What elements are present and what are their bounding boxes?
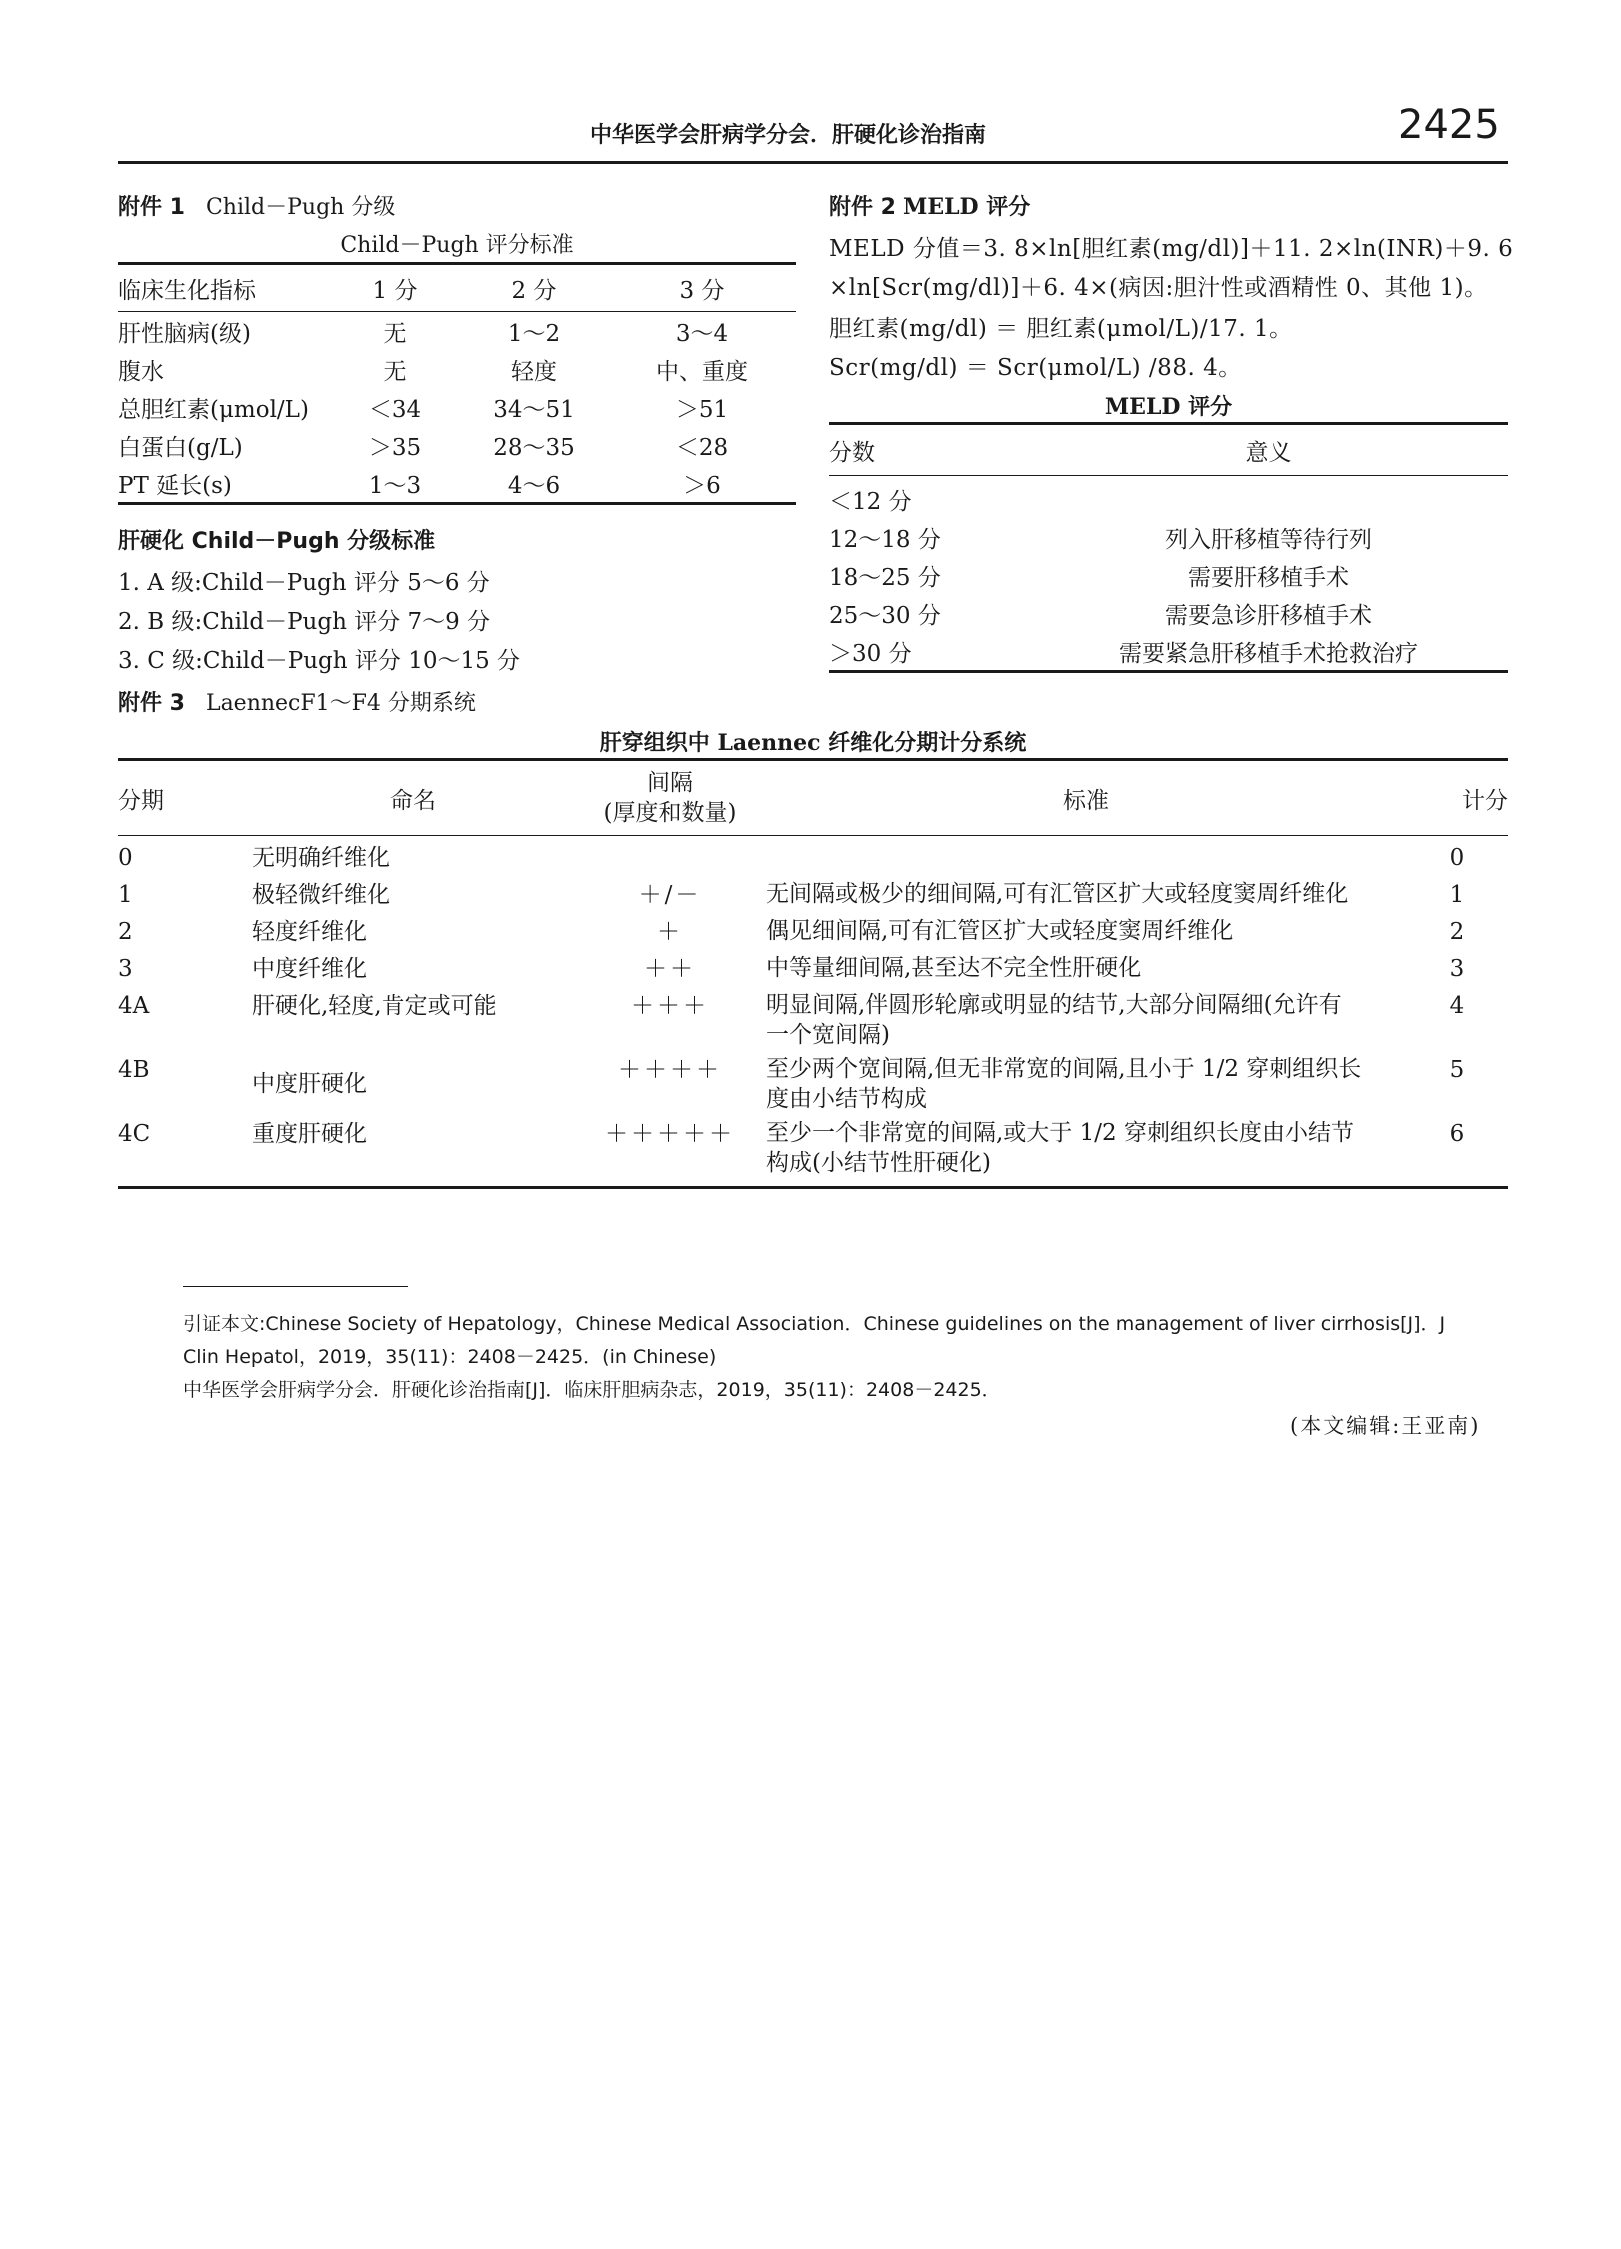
header-rule (118, 161, 1508, 164)
table-row (118, 836, 1508, 880)
table-row (829, 556, 1508, 594)
column-header (574, 760, 766, 836)
septa-cell (574, 836, 766, 880)
column-header: 标准 (1063, 787, 1109, 814)
column-header: 分数 (829, 439, 875, 466)
table-cell: 腹水 (118, 358, 164, 385)
name-cell: 重度肝硬化 (252, 1121, 367, 1147)
column-header: 分期 (118, 787, 164, 814)
column-header: 3 分 (679, 277, 725, 304)
name-cell: 中度纤维化 (252, 956, 367, 982)
table-cell: 25～30 分 (829, 602, 941, 629)
name-cell: 肝硬化,轻度,肯定或可能 (252, 993, 497, 1019)
column-header: 临床生化指标 (118, 277, 256, 304)
criteria-line: 中等量细间隔,甚至达不完全性肝硬化 (766, 955, 1142, 981)
table-cell: 列入肝移植等待行列 (1165, 526, 1372, 553)
criteria-line: 至少一个非常宽的间隔,或大于 1/2 穿刺组织长度由小结节 (766, 1120, 1354, 1146)
table-cell: 34～51 (493, 396, 575, 423)
table-cell: 12～18 分 (829, 526, 941, 553)
table-row (118, 464, 796, 504)
grading-title: 肝硬化 Child－Pugh 分级标准 (118, 529, 436, 554)
criteria-cell (766, 1054, 1406, 1118)
stage-cell: 3 (118, 956, 133, 982)
table-cell: 总胆红素(μmol/L) (118, 396, 309, 423)
childpugh-table (118, 262, 796, 505)
page-number: 2425 (1398, 102, 1500, 148)
table-cell (1029, 476, 1508, 519)
table-row (118, 916, 1508, 953)
table-row (118, 953, 1508, 990)
table-row (118, 1118, 1508, 1188)
table-cell: 轻度 (511, 358, 557, 385)
table-cell: 需要肝移植手术 (1188, 564, 1349, 591)
table-row (829, 594, 1508, 632)
table-cell: ＞30 分 (829, 640, 912, 667)
grade-item: 3. C 级:Child－Pugh 评分 10～15 分 (118, 648, 521, 674)
table-row (118, 879, 1508, 916)
name-cell: 极轻微纤维化 (252, 882, 390, 908)
table-cell: ＜28 (675, 434, 729, 461)
criteria-line: 至少两个宽间隔,但无非常宽的间隔,且小于 1/2 穿刺组织长 (766, 1056, 1362, 1082)
table-cell: ＜12 分 (829, 488, 912, 515)
table-row (118, 990, 1508, 1054)
table-cell: 4～6 (507, 472, 561, 499)
table-row (118, 388, 796, 426)
criteria-line: 构成(小结节性肝硬化) (766, 1150, 991, 1176)
score-cell: 4 (1449, 993, 1465, 1019)
stage-cell: 2 (118, 919, 133, 945)
meld-table-caption: MELD 评分 (1104, 394, 1233, 420)
attachment2-label: 附件 2 (829, 195, 896, 220)
criteria-line: 无间隔或极少的细间隔,可有汇管区扩大或轻度窦周纤维化 (766, 881, 1349, 907)
grade-item: 2. B 级:Child－Pugh 评分 7～9 分 (118, 609, 491, 635)
meld-formula-line: ×ln[Scr(mg/dl)]＋6. 4×(病因:胆汁性或酒精性 0、其他 1)。 (829, 275, 1488, 301)
name-cell: 中度肝硬化 (252, 1070, 367, 1097)
laennec-table (118, 758, 1508, 1189)
criteria-cell (766, 836, 1406, 880)
table-cell: 无 (383, 320, 407, 347)
attachment2-title: MELD 评分 (902, 194, 1031, 220)
meld-formula-line: Scr(mg/dl) ＝ Scr(μmol/L) /88. 4。 (829, 355, 1242, 381)
table-cell: 肝性脑病(级) (118, 320, 251, 347)
attachment1-title: Child－Pugh 分级 (205, 195, 396, 220)
table-cell: ＞51 (675, 396, 729, 423)
attachment1-heading (118, 190, 395, 221)
criteria-cell (766, 990, 1406, 1054)
laennec-table-caption: 肝穿组织中 Laennec 纤维化分期计分系统 (599, 730, 1027, 756)
attachment3-title: LaennecF1～F4 分期系统 (205, 691, 476, 716)
table-row (829, 632, 1508, 672)
table-cell: 28～35 (493, 434, 575, 461)
septa-cell: ＋ (657, 919, 683, 945)
table-cell: 18～25 分 (829, 564, 941, 591)
septa-cell: ＋＋＋＋ (618, 1057, 722, 1083)
criteria-cell (766, 879, 1406, 916)
table-cell: 1～2 (507, 320, 561, 347)
column-header: 计分 (1462, 787, 1508, 814)
table-header-row (118, 760, 1508, 836)
attachment1-label: 附件 1 (118, 195, 185, 220)
attachment2-heading (829, 190, 1030, 221)
score-cell: 0 (1449, 845, 1465, 871)
column-header-line: 间隔 (647, 770, 693, 796)
table-cell: PT 延长(s) (118, 472, 232, 499)
criteria-cell (766, 953, 1406, 990)
score-cell: 6 (1449, 1121, 1465, 1147)
citation-english-line: 引证本文:Chinese Society of Hepatology，Chinese Medical Association．Chinese guidelines on the management of liver cirrhosis[J]．J (183, 1313, 1446, 1335)
stage-cell: 4A (118, 993, 150, 1019)
attachment3-label: 附件 3 (118, 691, 185, 716)
criteria-cell (766, 1118, 1406, 1188)
grade-item: 1. A 级:Child－Pugh 评分 5～6 分 (118, 570, 490, 596)
septa-cell: ＋＋＋ (631, 993, 709, 1019)
table-row (118, 350, 796, 388)
stage-cell: 0 (118, 845, 133, 871)
table-cell: 中、重度 (656, 358, 748, 385)
septa-cell: ＋＋＋＋＋ (605, 1121, 735, 1147)
table-row (118, 312, 796, 351)
score-cell: 5 (1449, 1057, 1465, 1083)
criteria-line: 一个宽间隔) (766, 1022, 890, 1048)
table-row (118, 426, 796, 464)
stage-cell: 4C (118, 1121, 151, 1147)
meld-formula-line: MELD 分值＝3. 8×ln[胆红素(mg/dl)]＋11. 2×ln(INR)＋9. 6 (829, 236, 1514, 262)
name-cell: 无明确纤维化 (252, 845, 390, 871)
citation-english-line: Clin Hepatol，2019，35(11)：2408－2425．(in Chinese) (183, 1346, 717, 1368)
table-header-row (829, 424, 1508, 476)
table-row (118, 1054, 1508, 1118)
table-cell: 需要急诊肝移植手术 (1165, 602, 1372, 629)
table-cell: 3～4 (675, 320, 729, 347)
footnote-rule (183, 1286, 408, 1287)
table-cell: 需要紧急肝移植手术抢救治疗 (1119, 640, 1418, 667)
criteria-cell (766, 916, 1406, 953)
score-cell: 3 (1449, 956, 1465, 982)
table-header-row (118, 264, 796, 312)
column-header: 命名 (390, 787, 436, 814)
table-cell: ＜34 (368, 396, 422, 423)
table-row (829, 518, 1508, 556)
meld-table (829, 422, 1508, 673)
name-cell: 轻度纤维化 (252, 919, 367, 945)
citation-chinese: 中华医学会肝病学分会．肝硬化诊治指南[J]．临床肝胆病杂志，2019，35(11)：2408－2425． (183, 1379, 1001, 1401)
column-header: 意义 (1245, 439, 1292, 466)
meld-formula-line: 胆红素(mg/dl) ＝ 胆红素(μmol/L)/17. 1。 (829, 316, 1293, 342)
criteria-line: 偶见细间隔,可有汇管区扩大或轻度窦周纤维化 (766, 918, 1234, 944)
running-title: 中华医学会肝病学分会．肝硬化诊治指南 (590, 123, 987, 148)
table-row (829, 476, 1508, 519)
stage-cell: 1 (118, 882, 133, 908)
criteria-line: 明显间隔,伴圆形轮廓或明显的结节,大部分间隔细(允许有 (766, 992, 1342, 1018)
score-cell: 2 (1449, 919, 1465, 945)
editor-credit: (本文编辑:王亚南) (1290, 1414, 1481, 1438)
table-cell: ＞6 (683, 472, 721, 499)
score-cell: 1 (1449, 882, 1465, 908)
septa-cell: ＋/－ (638, 882, 702, 908)
criteria-line: 度由小结节构成 (766, 1086, 927, 1112)
table-cell: 无 (383, 358, 407, 385)
childpugh-table-caption: Child－Pugh 评分标准 (340, 233, 574, 258)
table-cell: ＞35 (368, 434, 422, 461)
table-cell: 白蛋白(g/L) (118, 434, 243, 461)
table-cell: 1～3 (368, 472, 422, 499)
attachment3-heading (118, 686, 476, 717)
column-header-line: (厚度和数量) (603, 800, 737, 826)
stage-cell: 4B (118, 1057, 150, 1083)
column-header: 2 分 (511, 277, 557, 304)
septa-cell: ＋＋ (644, 956, 696, 982)
column-header: 1 分 (372, 277, 418, 304)
